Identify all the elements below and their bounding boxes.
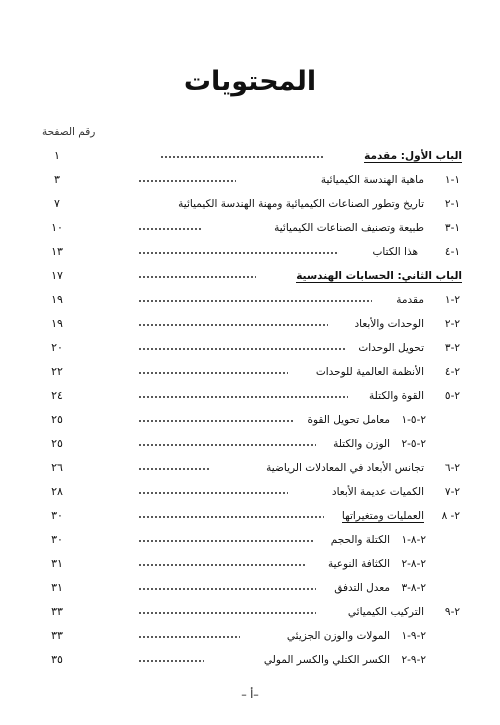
page-number: ٧ bbox=[54, 197, 60, 210]
dot-leader bbox=[138, 300, 372, 302]
toc-entry-row bbox=[40, 460, 462, 478]
section-number: ٢-٤ bbox=[444, 366, 460, 378]
section-title: العمليات ومتغيراتها bbox=[341, 510, 424, 522]
toc-entry-row bbox=[40, 604, 462, 622]
dot-leader bbox=[138, 396, 348, 398]
page-number: ١٩ bbox=[51, 317, 63, 330]
dot-leader bbox=[138, 276, 256, 278]
section-number: ٢-٧ bbox=[444, 486, 460, 498]
dot-leader bbox=[138, 468, 210, 470]
toc-entry-row bbox=[40, 172, 462, 190]
section-number: ١-١ bbox=[444, 174, 460, 186]
dot-leader bbox=[138, 612, 316, 614]
toc-entry-row bbox=[40, 532, 462, 550]
section-number: ٢-٥ bbox=[444, 390, 460, 402]
section-number: ٢-٢ bbox=[444, 318, 460, 330]
page-number: ٢٥ bbox=[51, 413, 63, 426]
page-number: ٢٤ bbox=[51, 389, 63, 402]
section-title: معدل التدفق bbox=[334, 582, 390, 594]
section-number: ٢-٨-٣ bbox=[401, 582, 426, 594]
page-number: ٢٥ bbox=[51, 437, 63, 450]
toc-entry-row bbox=[40, 508, 462, 526]
page-number: ٣٥ bbox=[51, 653, 63, 666]
section-number: ٢-٨-٢ bbox=[401, 558, 426, 570]
toc-entry-row bbox=[40, 388, 462, 406]
chapter-title: الباب الثاني: الحسابات الهندسية bbox=[296, 270, 462, 282]
dot-leader bbox=[138, 228, 201, 230]
toc-entry-row bbox=[40, 580, 462, 598]
page-number-column-label: رقم الصفحة bbox=[42, 126, 96, 138]
page-number: ٢٨ bbox=[51, 485, 63, 498]
page-number: ٢٦ bbox=[51, 461, 63, 474]
section-title: ماهية الهندسة الكيميائية bbox=[320, 174, 424, 186]
dot-leader bbox=[138, 588, 316, 590]
section-title: الكسر الكتلي والكسر المولي bbox=[263, 654, 390, 666]
dot-leader bbox=[138, 516, 324, 518]
toc-entry-row bbox=[40, 292, 462, 310]
page-number: ١٧ bbox=[51, 269, 63, 282]
dot-leader bbox=[138, 492, 288, 494]
page-title: المحتويات bbox=[183, 66, 317, 97]
section-number: ٢- ٨ bbox=[441, 510, 460, 522]
page-number: ٣٠ bbox=[51, 533, 63, 546]
page-number: ١ bbox=[54, 149, 60, 162]
page-number: ٣٣ bbox=[51, 629, 63, 642]
section-number: ١-٣ bbox=[444, 222, 460, 234]
toc-chapter-row bbox=[40, 268, 462, 286]
toc-entry-row bbox=[40, 196, 462, 214]
section-number: ١-٤ bbox=[444, 246, 460, 258]
dot-leader bbox=[138, 420, 294, 422]
toc-entry-row bbox=[40, 412, 462, 430]
toc-entry-row bbox=[40, 316, 462, 334]
section-number: ٢-٦ bbox=[444, 462, 460, 474]
dot-leader bbox=[160, 156, 324, 158]
page-number: ٣١ bbox=[51, 581, 63, 594]
section-title: الوحدات والأبعاد bbox=[354, 318, 424, 330]
dot-leader bbox=[138, 324, 328, 326]
section-title: هذا الكتاب bbox=[372, 246, 418, 258]
dot-leader bbox=[138, 348, 346, 350]
section-title: معامل تحويل القوة bbox=[307, 414, 390, 426]
page-number: ٣٣ bbox=[51, 605, 63, 618]
dot-leader bbox=[138, 372, 288, 374]
section-number: ٢-٥-١ bbox=[401, 414, 426, 426]
toc-entry-row bbox=[40, 220, 462, 238]
section-number: ٢-٩ bbox=[444, 606, 460, 618]
section-title: الوزن والكتلة bbox=[333, 438, 390, 450]
section-number: ٢-٣ bbox=[444, 342, 460, 354]
section-number: ٢-٥-٢ bbox=[401, 438, 426, 450]
dot-leader bbox=[138, 540, 314, 542]
dot-leader bbox=[138, 636, 240, 638]
dot-leader bbox=[138, 660, 204, 662]
page-number: ٣١ bbox=[51, 557, 63, 570]
section-number: ٢-٩-٢ bbox=[401, 654, 426, 666]
section-title: المولات والوزن الجزيئي bbox=[286, 630, 390, 642]
toc-entry-row bbox=[40, 628, 462, 646]
section-title: الأنظمة العالمية للوحدات bbox=[315, 366, 424, 378]
page-number: ١٩ bbox=[51, 293, 63, 306]
section-title: طبيعة وتصنيف الصناعات الكيميائية bbox=[274, 222, 424, 234]
section-title: مقدمة bbox=[396, 294, 424, 306]
chapter-title: الباب الأول: مقدمة bbox=[364, 150, 462, 162]
section-title: تاريخ وتطور الصناعات الكيميائية ومهنة الهندسة الكيميائية bbox=[178, 198, 424, 210]
dot-leader bbox=[138, 180, 236, 182]
section-number: ٢-٨-١ bbox=[401, 534, 426, 546]
page-number: ١٣ bbox=[51, 245, 63, 258]
section-number: ٢-٩-١ bbox=[401, 630, 426, 642]
page-number: ٢٢ bbox=[51, 365, 63, 378]
page-number: ٣٠ bbox=[51, 509, 63, 522]
section-title: الكثافة النوعية bbox=[327, 558, 390, 570]
section-title: تجانس الأبعاد في المعادلات الرياضية bbox=[266, 462, 424, 474]
toc-entry-row bbox=[40, 436, 462, 454]
section-title: القوة والكتلة bbox=[369, 390, 424, 402]
section-title: الكتلة والحجم bbox=[330, 534, 390, 546]
page-number: ٢٠ bbox=[51, 341, 63, 354]
toc-entry-row bbox=[40, 484, 462, 502]
dot-leader bbox=[138, 564, 306, 566]
toc-entry-row bbox=[40, 364, 462, 382]
section-number: ١-٢ bbox=[444, 198, 460, 210]
section-title: تحويل الوحدات bbox=[358, 342, 424, 354]
page-number: ١٠ bbox=[51, 221, 63, 234]
section-title: التركيب الكيميائي bbox=[347, 606, 424, 618]
toc-entry-row bbox=[40, 556, 462, 574]
toc-entry-row bbox=[40, 652, 462, 670]
toc-entry-row bbox=[40, 244, 462, 262]
section-title: الكميات عديمة الأبعاد bbox=[331, 486, 424, 498]
toc-entry-row bbox=[40, 340, 462, 358]
section-number: ٢-١ bbox=[444, 294, 460, 306]
folio-page-number: –أ – bbox=[241, 688, 259, 701]
toc-chapter-row bbox=[40, 148, 462, 166]
dot-leader bbox=[138, 444, 316, 446]
dot-leader bbox=[138, 252, 338, 254]
page-number: ٣ bbox=[54, 173, 60, 186]
